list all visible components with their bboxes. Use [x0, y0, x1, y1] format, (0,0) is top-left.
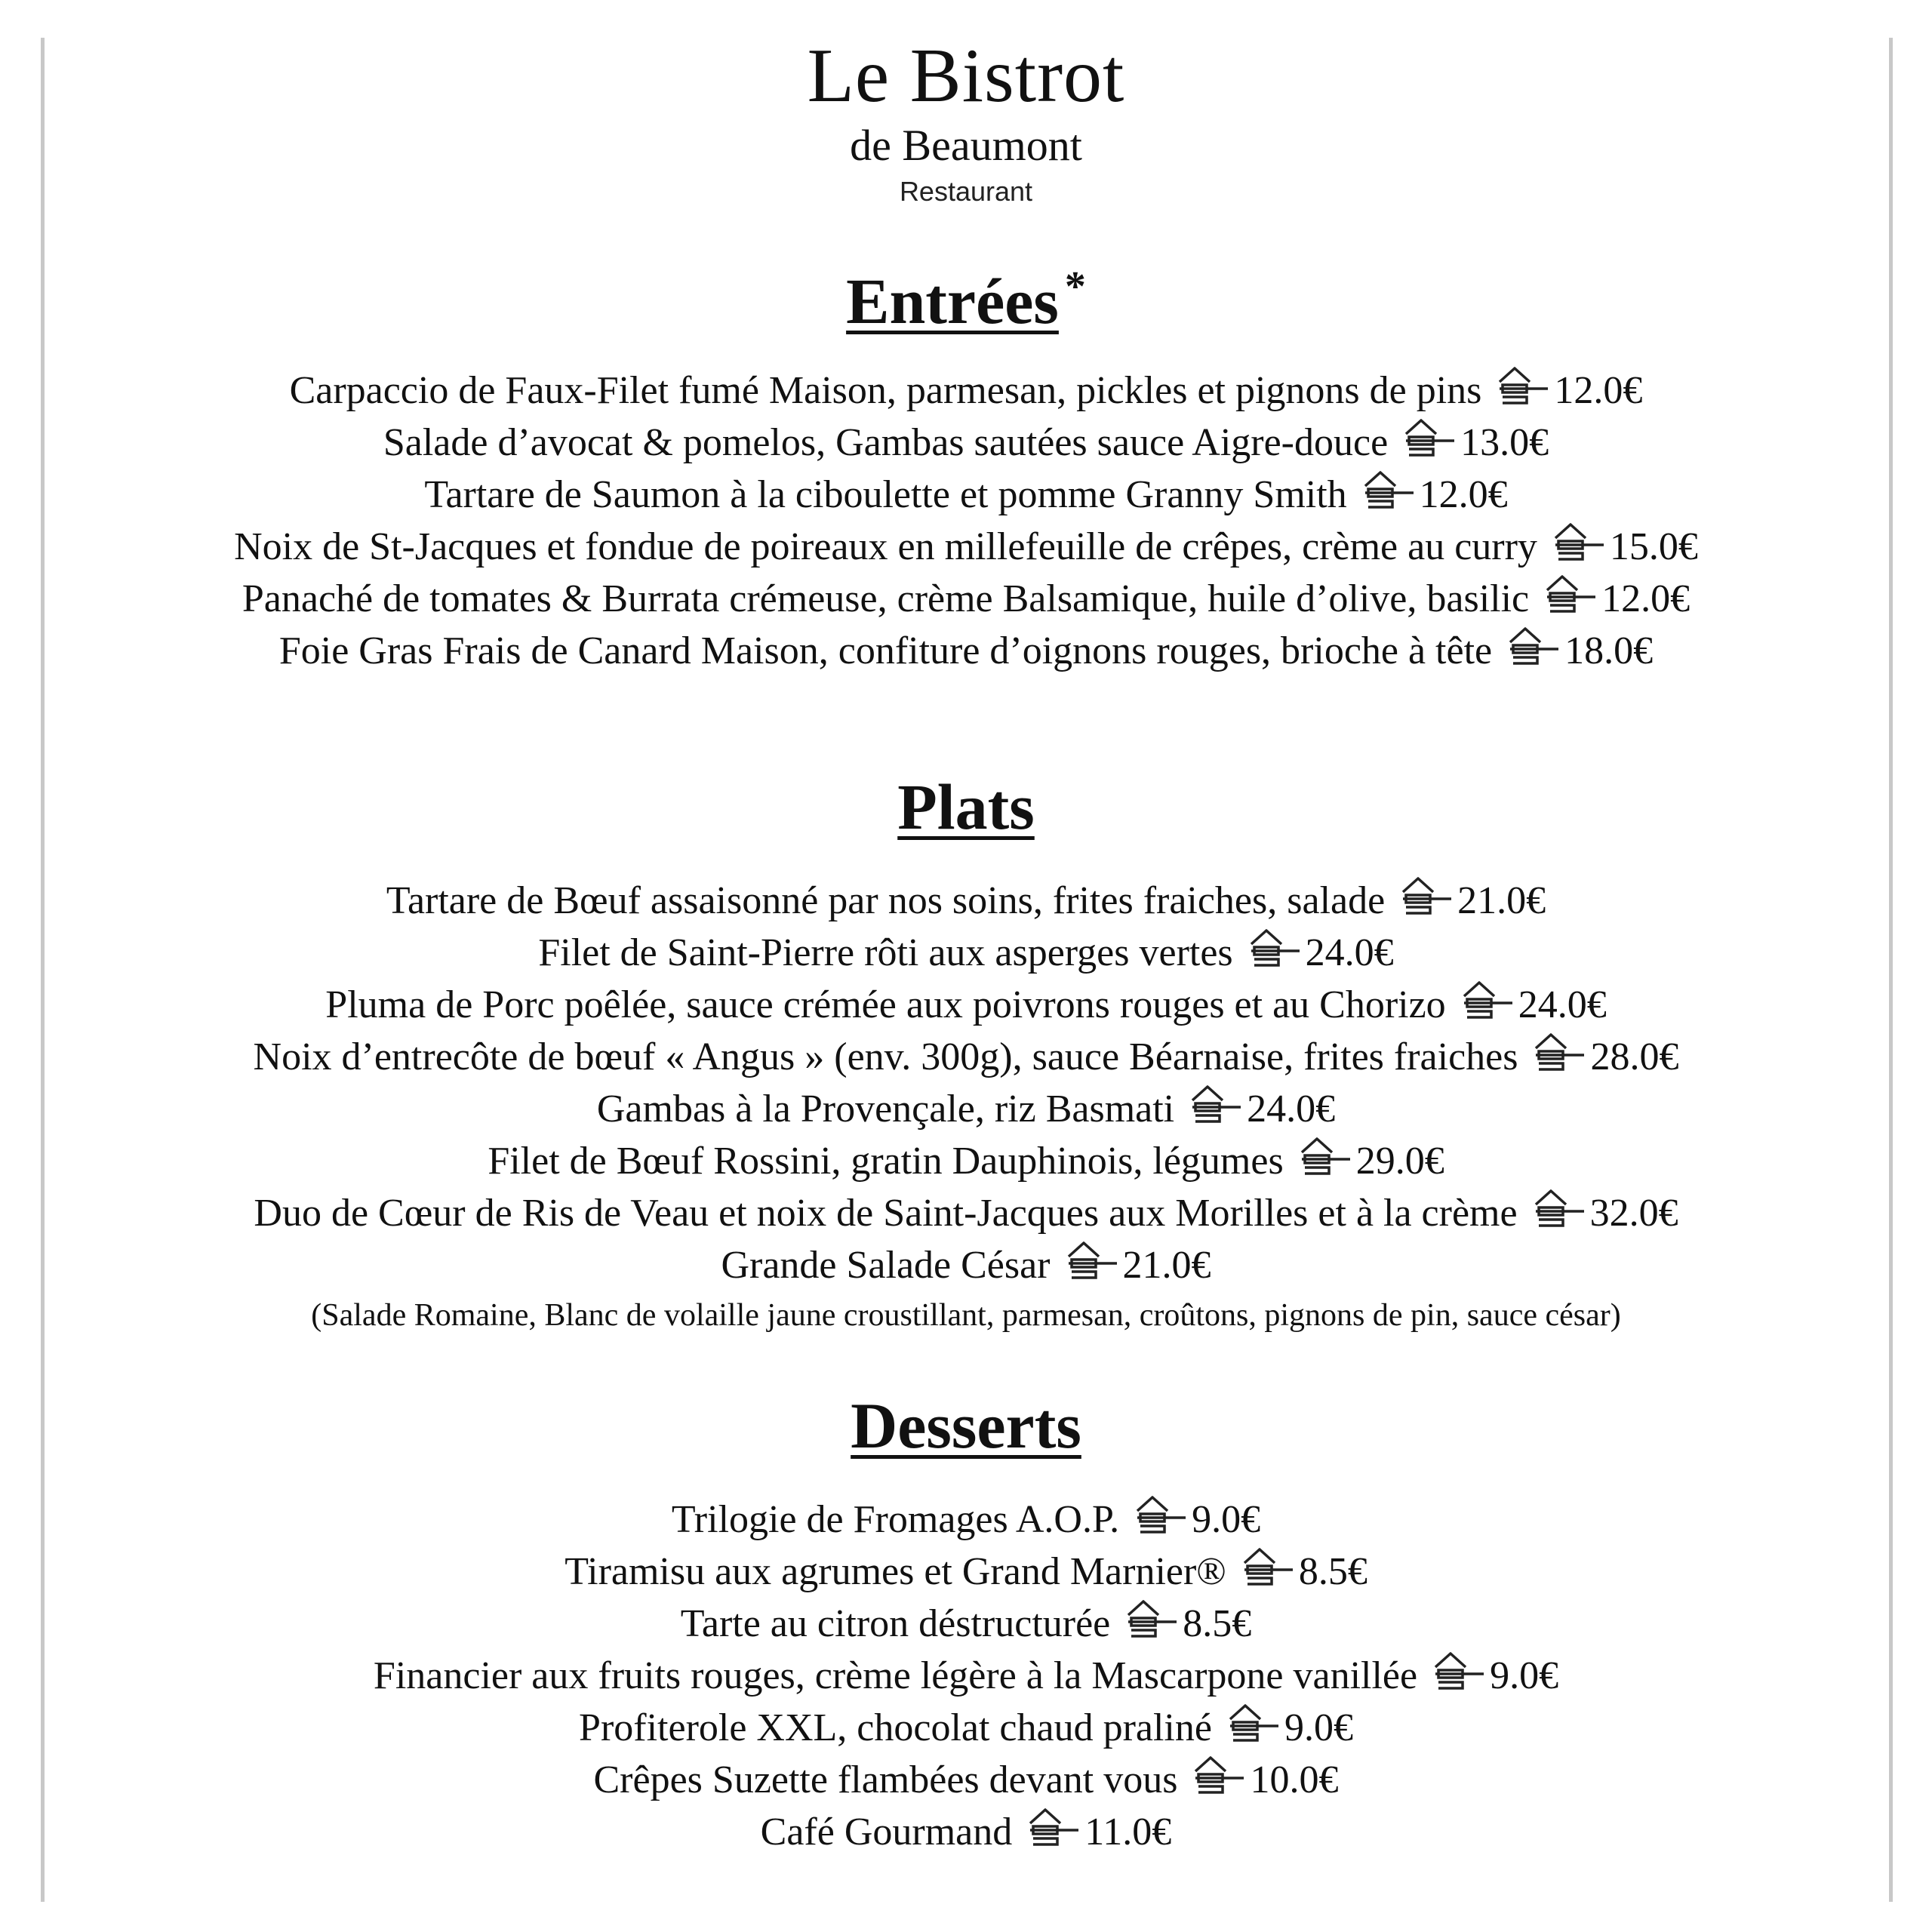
menu-item-price: 21.0€	[1122, 1244, 1211, 1287]
menu-item-price: 8.5€	[1183, 1602, 1252, 1645]
house-icon	[1548, 520, 1605, 562]
section-heading-text: Entrées	[846, 265, 1059, 337]
house-icon	[1244, 926, 1301, 968]
house-icon	[1528, 1186, 1586, 1229]
menu-item-name: Tarte au citron déstructurée	[680, 1602, 1111, 1645]
house-icon	[1358, 468, 1415, 510]
restaurant-subtitle: de Beaumont	[850, 121, 1082, 170]
menu-page	[45, 0, 1887, 1857]
menu-item	[45, 1701, 1887, 1753]
menu-item	[45, 1082, 1887, 1134]
section-heading-plats: Plats	[897, 771, 1035, 843]
section-heading-desserts: Desserts	[851, 1389, 1081, 1462]
menu-item	[45, 572, 1887, 624]
menu-item-price: 21.0€	[1457, 879, 1546, 922]
menu-item-price: 11.0€	[1084, 1810, 1172, 1854]
menu-item-name: Profiterole XXL, chocolat chaud praliné	[579, 1706, 1212, 1749]
house-icon	[1428, 1649, 1485, 1691]
house-icon	[1492, 364, 1549, 406]
menu-item-name: Gambas à la Provençale, riz Basmati	[596, 1088, 1175, 1131]
menu-item-name: Panaché de tomates & Burrata crémeuse, crème Balsamique, huile d’olive, basilic	[242, 577, 1530, 620]
menu-item-name: Tartare de Saumon à la ciboulette et pomme Granny Smith	[424, 473, 1347, 516]
menu-item-price: 24.0€	[1518, 983, 1607, 1026]
menu-item-name: Noix de St-Jacques et fondue de poireaux en millefeuille de crêpes, crème au curry	[234, 525, 1537, 568]
menu-item-price: 12.0€	[1419, 473, 1508, 516]
salade-cesar-note: (Salade Romaine, Blanc de volaille jaune croustillant, parmesan, croûtons, pignons de pin, sauce césar)	[311, 1298, 1621, 1333]
asterisk-mark: *	[1064, 263, 1086, 310]
menu-item-price: 12.0€	[1601, 577, 1690, 620]
menu-item-price: 15.0€	[1609, 525, 1698, 568]
house-icon	[1395, 874, 1453, 916]
house-icon	[1294, 1134, 1352, 1177]
menu-item	[45, 364, 1887, 416]
menu-item-price: 28.0€	[1590, 1035, 1679, 1078]
house-icon	[1237, 1545, 1294, 1587]
house-icon	[1023, 1805, 1080, 1847]
menu-item-price: 24.0€	[1305, 931, 1394, 974]
page-border-left	[41, 38, 45, 1902]
menu-item-price: 32.0€	[1589, 1192, 1678, 1235]
menu-item-name: Foie Gras Frais de Canard Maison, confiture d’oignons rouges, brioche à tête	[278, 629, 1493, 672]
menu-item-price: 18.0€	[1564, 629, 1654, 672]
restaurant-tagline: Restaurant	[899, 176, 1033, 207]
menu-item	[45, 1805, 1887, 1857]
menu-item	[45, 624, 1887, 676]
menu-item-name: Pluma de Porc poêlée, sauce crémée aux poivrons rouges et au Chorizo	[325, 983, 1446, 1026]
menu-item	[45, 1134, 1887, 1186]
menu-item	[45, 874, 1887, 926]
section-entrees	[45, 263, 1887, 676]
menu-item-price: 10.0€	[1250, 1758, 1339, 1801]
menu-item-name: Grande Salade César	[721, 1244, 1051, 1287]
house-icon	[1188, 1753, 1245, 1795]
menu-item	[45, 520, 1887, 572]
menu-item-name: Tartare de Bœuf assaisonné par nos soins, frites fraiches, salade	[386, 879, 1386, 922]
menu-item	[45, 1753, 1887, 1805]
menu-item-name: Carpaccio de Faux-Filet fumé Maison, parmesan, pickles et pignons de pins	[289, 369, 1482, 412]
menu-item-name: Filet de Saint-Pierre rôti aux asperges vertes	[538, 931, 1233, 974]
house-icon	[1540, 572, 1597, 614]
menu-item-price: 9.0€	[1284, 1706, 1353, 1749]
house-icon	[1185, 1082, 1242, 1124]
house-icon	[1398, 416, 1456, 458]
house-icon	[1528, 1030, 1586, 1072]
menu-item	[45, 1545, 1887, 1597]
menu-item	[45, 978, 1887, 1030]
plats-list	[45, 874, 1887, 1291]
menu-item-price: 24.0€	[1247, 1088, 1336, 1131]
menu-item	[45, 1493, 1887, 1545]
menu-item	[45, 468, 1887, 520]
menu-item	[45, 926, 1887, 978]
menu-item-name: Café Gourmand	[760, 1810, 1013, 1854]
menu-item-name: Duo de Cœur de Ris de Veau et noix de Saint-Jacques aux Morilles et à la crème	[254, 1192, 1518, 1235]
menu-item-price: 12.0€	[1554, 369, 1643, 412]
menu-item-name: Filet de Bœuf Rossini, gratin Dauphinois, légumes	[488, 1140, 1284, 1183]
house-icon	[1130, 1493, 1187, 1535]
menu-item	[45, 1030, 1887, 1082]
menu-item-price: 29.0€	[1355, 1140, 1444, 1183]
section-plats	[45, 771, 1887, 1340]
house-icon	[1457, 978, 1514, 1020]
section-heading-entrees	[45, 263, 1887, 337]
menu-item-price: 13.0€	[1460, 421, 1549, 464]
page-border-right	[1889, 38, 1893, 1902]
house-icon	[1061, 1238, 1118, 1281]
menu-item	[45, 1238, 1887, 1291]
menu-item-name: Noix d’entrecôte de bœuf « Angus » (env. 300g), sauce Béarnaise, frites fraiches	[253, 1035, 1518, 1078]
menu-item-name: Crêpes Suzette flambées devant vous	[593, 1758, 1178, 1801]
desserts-list	[45, 1493, 1887, 1857]
menu-item-price: 9.0€	[1490, 1654, 1559, 1697]
menu-item	[45, 416, 1887, 468]
menu-item-name: Tiramisu aux agrumes et Grand Marnier®	[565, 1550, 1226, 1593]
section-desserts	[45, 1389, 1887, 1857]
menu-item-name: Trilogie de Fromages A.O.P.	[671, 1498, 1120, 1541]
menu-item-price: 9.0€	[1192, 1498, 1261, 1541]
entrees-list	[45, 364, 1887, 676]
house-icon	[1121, 1597, 1178, 1639]
restaurant-title: Le Bistrot	[807, 33, 1125, 118]
house-icon	[1223, 1701, 1280, 1743]
menu-item-name: Salade d’avocat & pomelos, Gambas sautées sauce Aigre-douce	[383, 421, 1389, 464]
menu-item	[45, 1649, 1887, 1701]
menu-item	[45, 1597, 1887, 1649]
menu-item-price: 8.5€	[1298, 1550, 1367, 1593]
menu-item	[45, 1186, 1887, 1238]
menu-item-name: Financier aux fruits rouges, crème légère à la Mascarpone vanillée	[373, 1654, 1418, 1697]
house-icon	[1503, 624, 1560, 666]
